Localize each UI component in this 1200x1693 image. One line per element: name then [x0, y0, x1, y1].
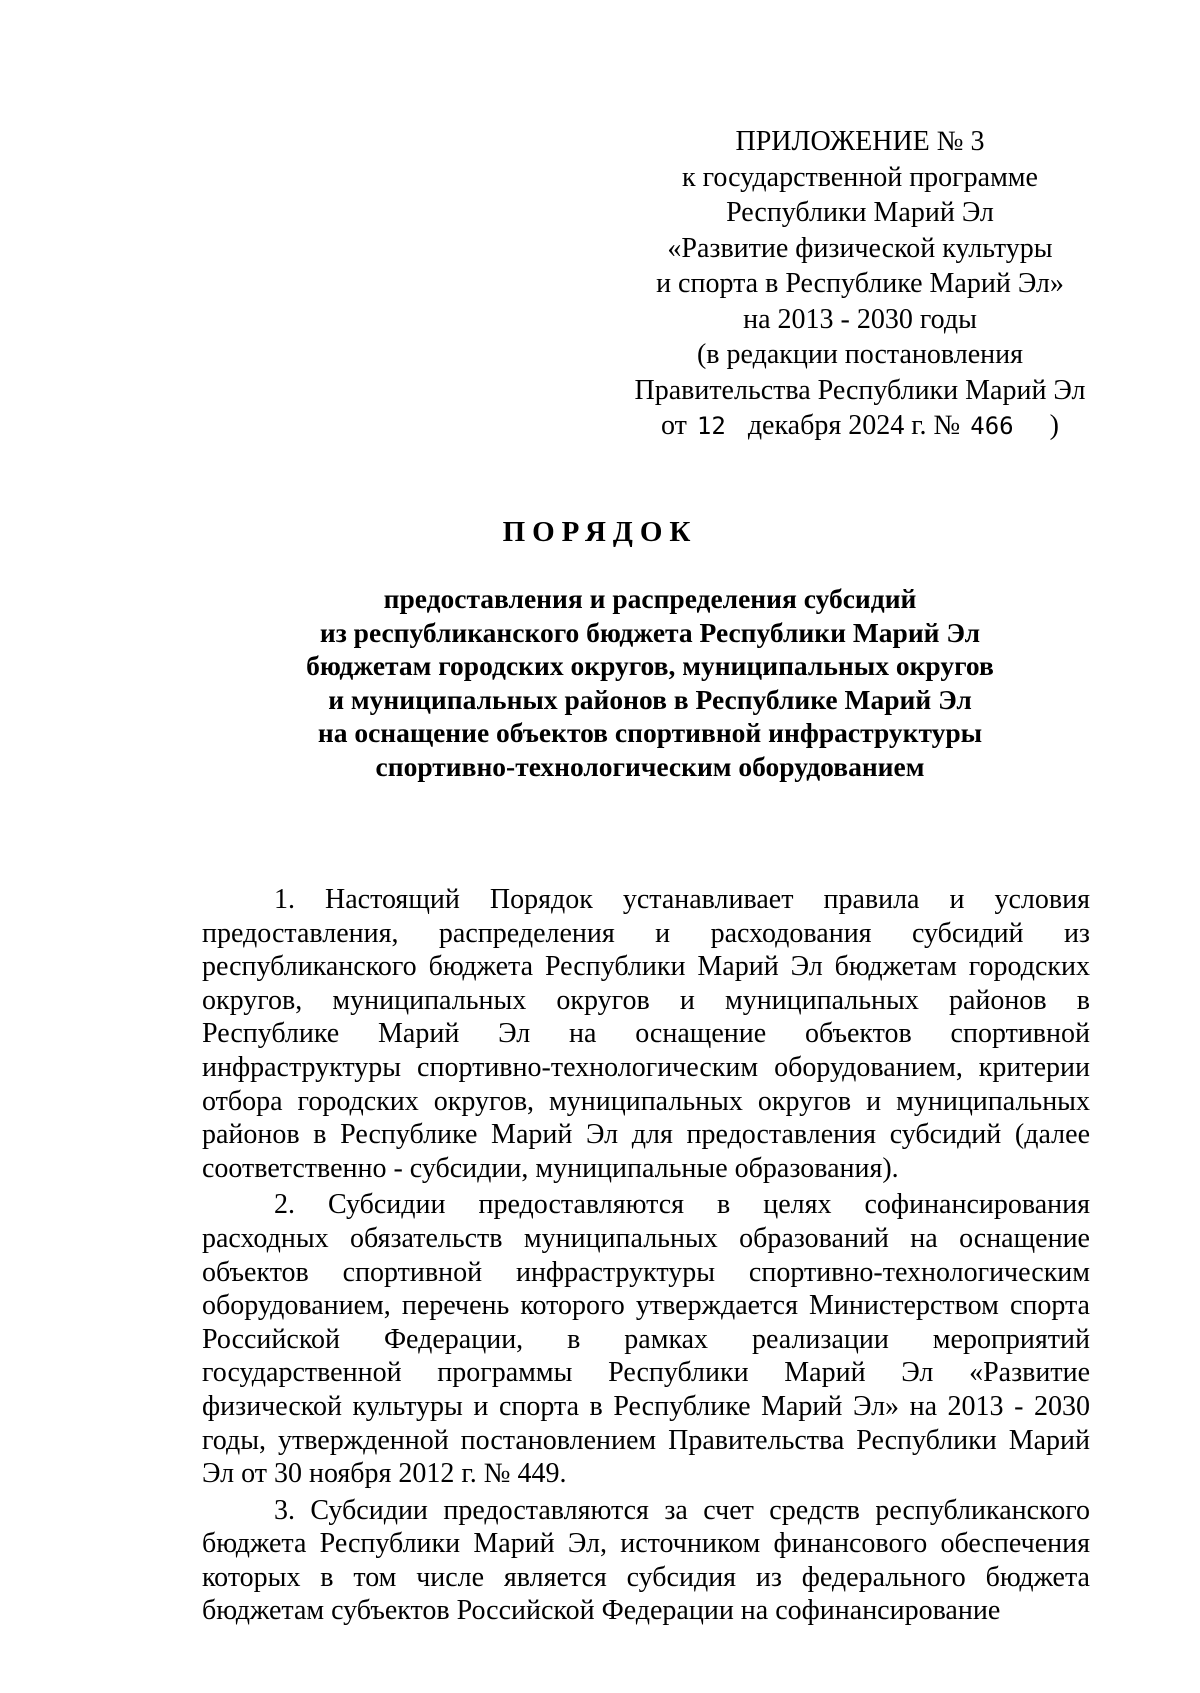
document-body	[202, 883, 1090, 1628]
appendix-line: на 2013 - 2030 годы	[743, 303, 977, 335]
date-month-year: декабря 2024 г. №	[747, 410, 961, 441]
subtitle-line: и муниципальных районов в Республике Марий Эл	[328, 683, 972, 715]
appendix-line: Правительства Республики Марий Эл	[634, 374, 1086, 406]
paragraph-3: 3. Субсидии предоставляются за счет средств республиканского бюджета Республики Марий Эл, источником финансового обеспечения которых в том числе является субсидия из федерального бюджета бюджетам субъектов Российской Федерации на софинансирование	[202, 1494, 1090, 1627]
appendix-line: «Развитие физической культуры	[667, 232, 1053, 264]
appendix-line: (в редакции постановления	[696, 339, 1024, 370]
subtitle-line: на оснащение объектов спортивной инфраструктуры	[317, 717, 983, 748]
paragraph-1: 1. Настоящий Порядок устанавливает правила и условия предоставления, распределения и расходования субсидий из республиканского бюджета Республики Марий Эл бюджетам городских округов, муниципальных округов и муниципальных районов в Республике Марий Эл на оснащение объектов спортивной инфраструктуры спортивно-технологическим оборудованием, критерии отбора городских округов, муниципальных округов и муниципальных районов в Республике Марий Эл для предоставления субсидий (далее соответственно - субсидии, муниципальные образования).	[202, 884, 1090, 1184]
subtitle-line: из республиканского бюджета Республики Марий Эл	[319, 616, 981, 648]
appendix-header	[620, 124, 1100, 445]
date-prefix: от	[661, 410, 687, 441]
subtitle-line: бюджетам городских округов, муниципальных округов	[306, 650, 994, 681]
document-subtitle	[220, 582, 1080, 783]
document-number: 466	[970, 412, 1014, 440]
appendix-number: ПРИЛОЖЕНИЕ № 3	[735, 126, 985, 157]
date-day: 12	[696, 412, 726, 440]
paragraph-2: 2. Субсидии предоставляются в целях софинансирования расходных обязательств муниципальных образований на оснащение объектов спортивной инфраструктуры спортивно-технологическим оборудованием, перечень которого утверждается Министерством спорта Российской Федерации, в рамках реализации мероприятий государственной программы Республики Марий Эл «Развитие физической культуры и спорта в Республике Марий Эл» на 2013 - 2030 годы, утвержденной постановлением Правительства Республики Марий Эл от 30 ноября 2012 г. № 449.	[202, 1189, 1090, 1490]
subtitle-line: предоставления и распределения субсидий	[383, 583, 917, 614]
document-title: ПОРЯДОК	[502, 516, 698, 548]
date-close: )	[1049, 410, 1059, 441]
appendix-line: к государственной программе	[682, 161, 1038, 193]
appendix-date-line	[620, 408, 1100, 445]
subtitle-line: спортивно-технологическим оборудованием	[375, 750, 925, 782]
appendix-line: и спорта в Республике Марий Эл»	[656, 268, 1064, 299]
appendix-line: Республики Марий Эл	[726, 197, 994, 228]
